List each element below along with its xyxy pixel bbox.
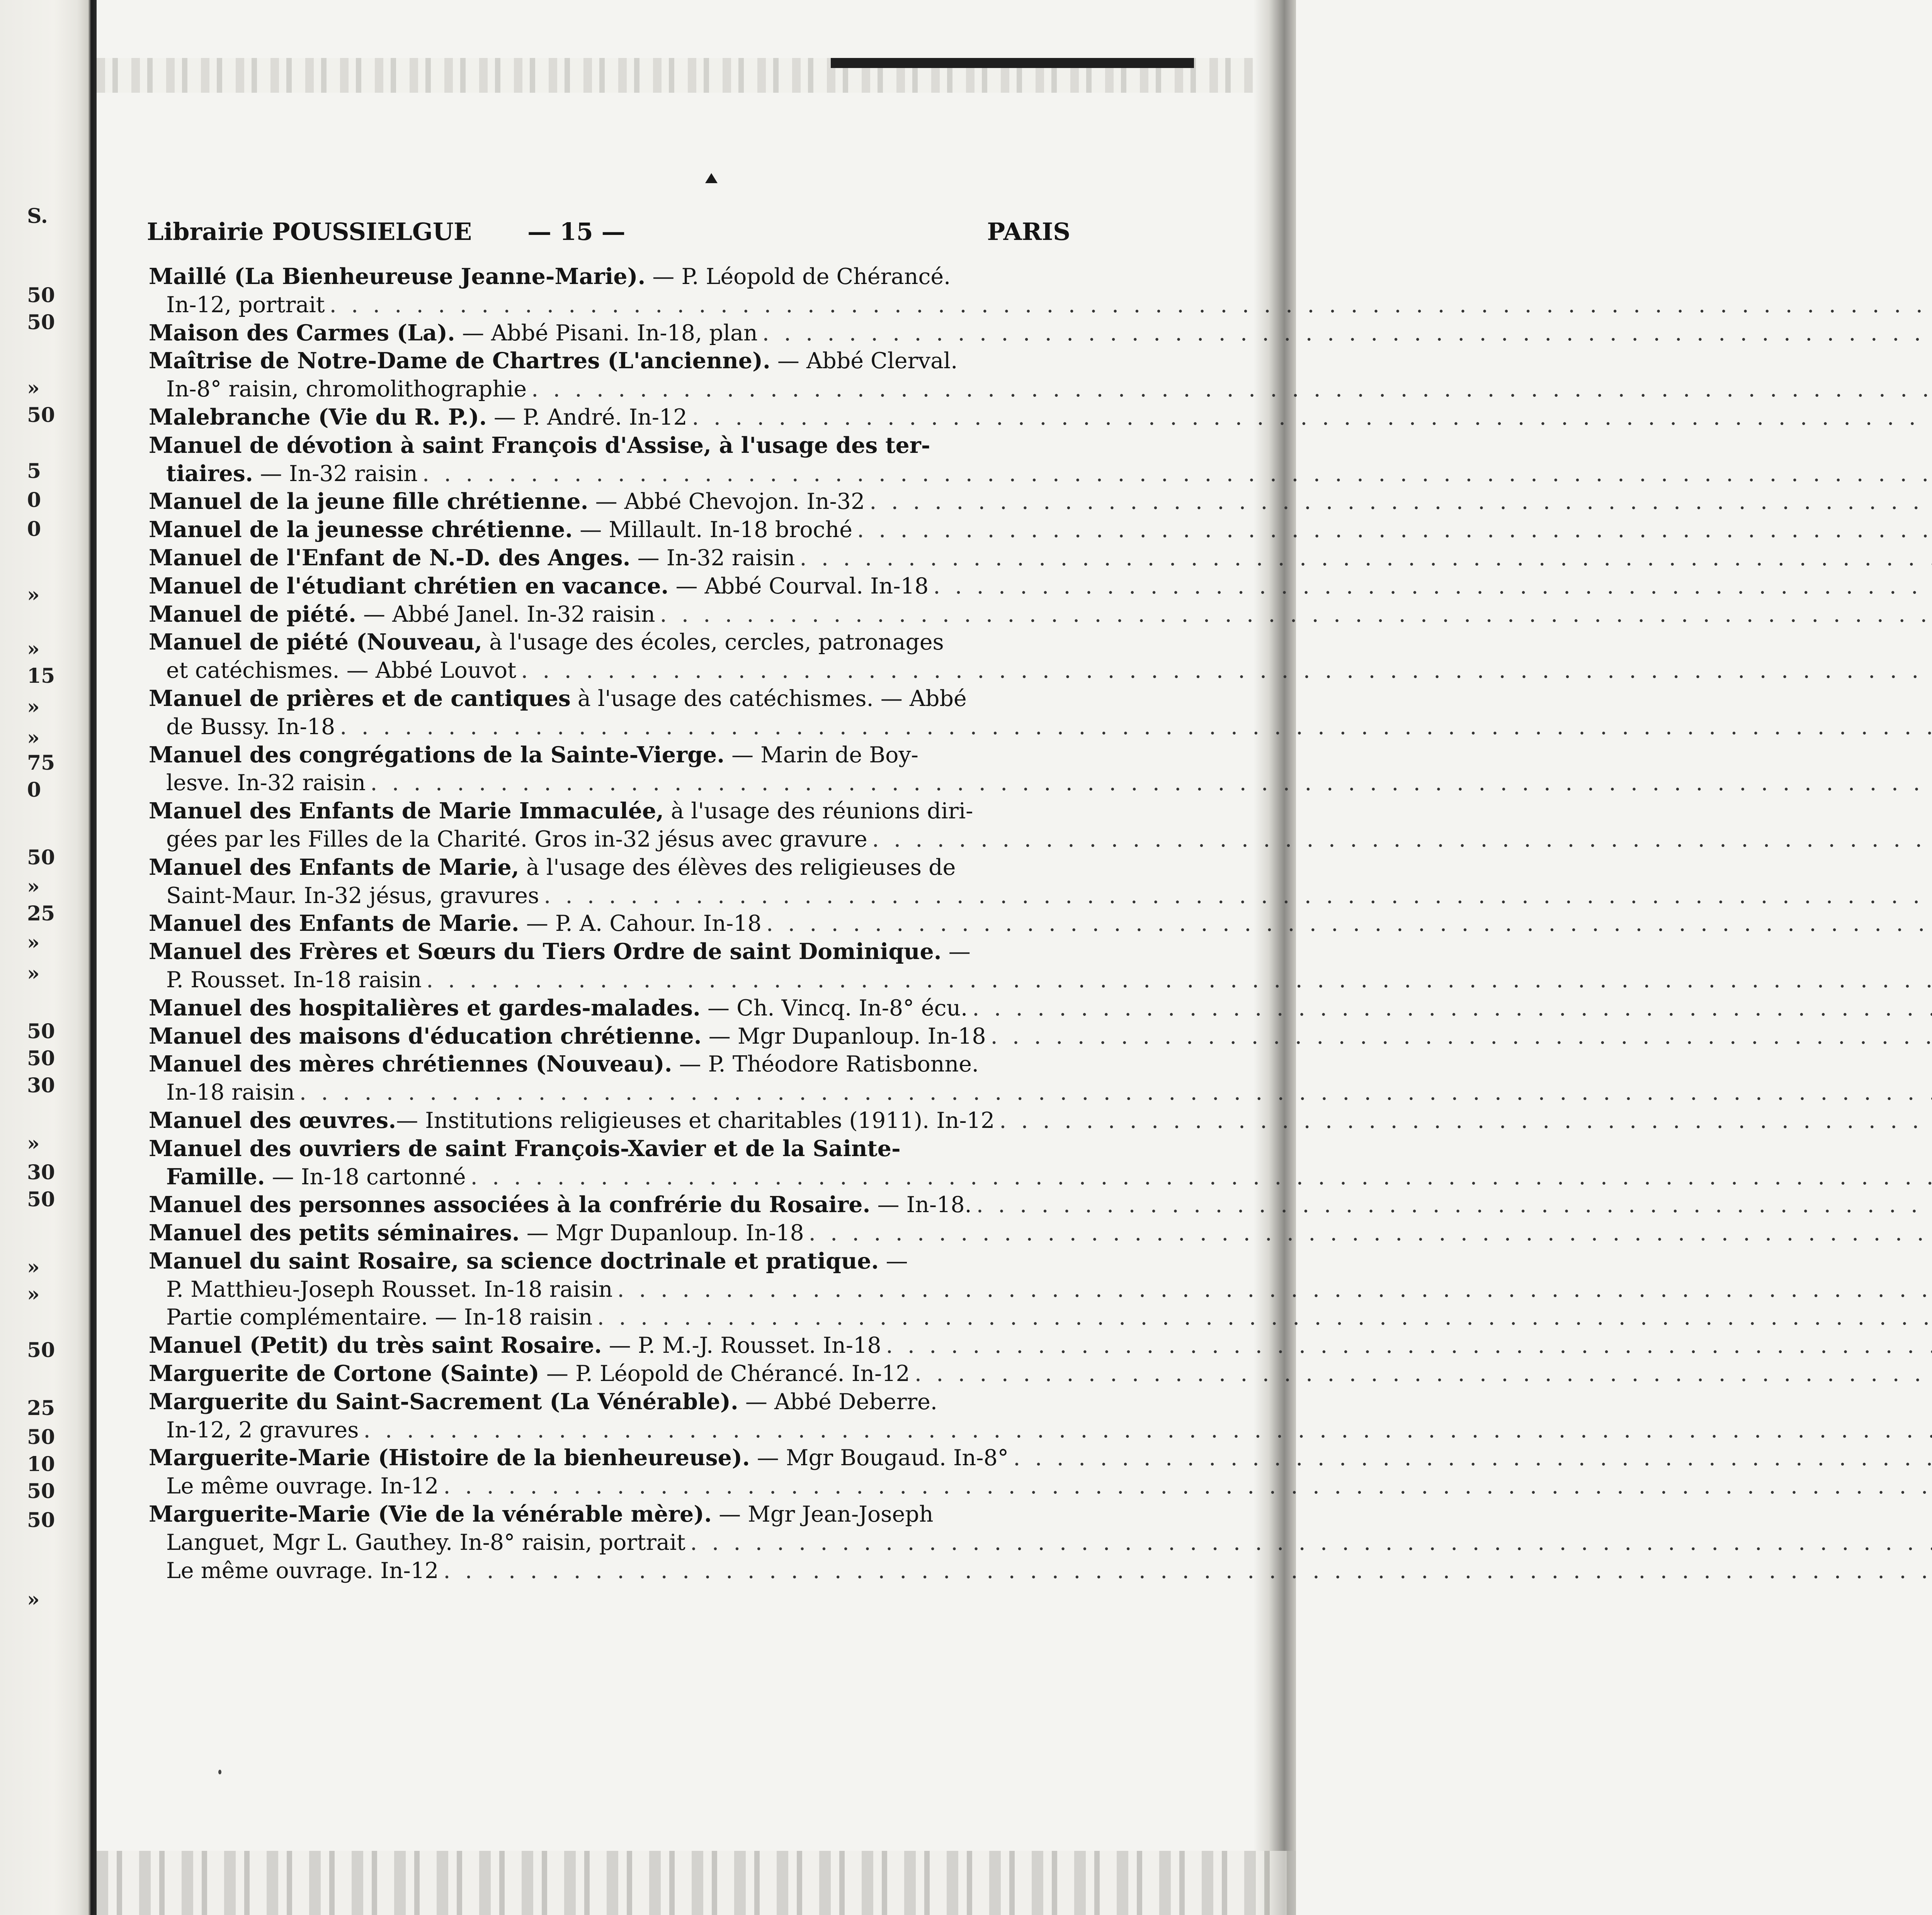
entry-details: Le même ouvrage. In-12 bbox=[166, 1473, 439, 1499]
margin-fragment: 50 bbox=[27, 403, 55, 427]
dot-leader bbox=[299, 1078, 1932, 1107]
catalog-line bbox=[149, 1472, 1070, 1500]
dot-leader bbox=[660, 600, 1932, 629]
entry-details: — Marin de Boy- bbox=[724, 742, 918, 768]
margin-fragment: 50 bbox=[27, 1047, 55, 1070]
entry-details: In-12, portrait bbox=[166, 292, 325, 318]
dot-leader bbox=[800, 544, 1932, 572]
catalog-line bbox=[149, 572, 1070, 600]
catalog-line bbox=[149, 825, 1070, 854]
catalog-line bbox=[149, 319, 1070, 347]
dot-leader bbox=[330, 291, 1932, 319]
entry-text bbox=[149, 263, 951, 291]
margin-fragment: 50 bbox=[27, 846, 55, 869]
dot-leader bbox=[972, 994, 1932, 1022]
entry-title: Marguerite du Saint-Sacrement (La Vénérable). bbox=[149, 1388, 738, 1415]
catalog-line bbox=[149, 1191, 1070, 1219]
margin-fragment: 75 bbox=[27, 751, 55, 775]
entry-text bbox=[149, 1022, 986, 1051]
margin-fragment: » bbox=[27, 1255, 40, 1279]
entry-details: — P. André. In-12 bbox=[486, 404, 687, 430]
margin-fragment: » bbox=[27, 637, 40, 661]
entry-details: — Abbé Pisani. In-18, plan bbox=[455, 320, 758, 346]
scan-noise-bottom bbox=[97, 1851, 1296, 1915]
catalog-line bbox=[149, 1247, 1070, 1276]
catalog-line bbox=[149, 910, 1070, 938]
entry-title: Manuel des Enfants de Marie. bbox=[149, 910, 519, 937]
entry-details: — In-32 raisin bbox=[630, 545, 795, 571]
entry-title: Manuel de l'étudiant chrétien en vacance. bbox=[149, 573, 669, 599]
entry-text bbox=[149, 347, 957, 375]
margin-fragment: » bbox=[27, 726, 40, 750]
entry-title: Manuel des personnes associées à la confrérie du Rosaire. bbox=[149, 1192, 871, 1218]
entry-text bbox=[149, 600, 655, 629]
catalog-line bbox=[149, 1078, 1070, 1107]
header-publisher: Librairie POUSSIELGUE bbox=[147, 218, 472, 246]
margin-fragment: 10 bbox=[27, 1452, 55, 1476]
entry-text bbox=[149, 1360, 910, 1388]
entry-details: — bbox=[941, 939, 971, 965]
entry-title: Manuel des Enfants de Marie Immaculée, bbox=[149, 798, 664, 824]
entry-title: Marguerite de Cortone (Sainte) bbox=[149, 1361, 539, 1387]
entry-text bbox=[166, 1529, 685, 1557]
entry-text bbox=[149, 1500, 933, 1529]
catalog-line bbox=[149, 291, 1070, 319]
catalog-line bbox=[149, 685, 1070, 713]
entry-title: Manuel de piété (Nouveau, bbox=[149, 629, 482, 655]
dot-leader bbox=[443, 1472, 1932, 1500]
dot-leader bbox=[999, 1107, 1932, 1135]
catalog-line bbox=[149, 432, 1070, 460]
entry-text bbox=[166, 1557, 439, 1585]
entry-text bbox=[166, 375, 527, 403]
dot-leader bbox=[617, 1276, 1932, 1304]
scan-bar-top bbox=[831, 58, 1194, 68]
page-number: — 15 — bbox=[527, 218, 626, 246]
catalog-line bbox=[149, 403, 1070, 432]
entry-details: — Mgr Jean-Joseph bbox=[712, 1502, 934, 1527]
margin-fragment: 50 bbox=[27, 284, 55, 307]
margin-fragment: 25 bbox=[27, 1396, 55, 1420]
entry-text bbox=[149, 432, 930, 460]
entry-text bbox=[149, 797, 973, 825]
entry-title: Maison des Carmes (La). bbox=[149, 320, 455, 346]
margin-fragment: 5 bbox=[27, 459, 41, 483]
entry-text bbox=[166, 1276, 612, 1304]
entry-text bbox=[149, 516, 852, 544]
dot-leader bbox=[1013, 1444, 1932, 1472]
dot-leader bbox=[521, 656, 1932, 685]
entry-text bbox=[149, 1107, 995, 1135]
entry-text bbox=[149, 1219, 804, 1247]
entry-title: Manuel de l'Enfant de N.-D. des Anges. bbox=[149, 544, 631, 571]
entry-text bbox=[166, 656, 516, 685]
entry-text bbox=[149, 572, 929, 600]
margin-fragment: 15 bbox=[27, 664, 55, 688]
dot-leader bbox=[857, 516, 1932, 544]
catalog-line bbox=[149, 1332, 1070, 1360]
entry-details: lesve. In-32 raisin bbox=[166, 770, 366, 796]
margin-fragment: 50 bbox=[27, 1480, 55, 1503]
margin-fragment: 25 bbox=[27, 902, 55, 925]
stray-mark bbox=[218, 1770, 221, 1774]
margin-fragment: » bbox=[27, 695, 40, 719]
catalog-line bbox=[149, 938, 1070, 966]
entry-title: Manuel des Frères et Sœurs du Tiers Ordre de saint Dominique. bbox=[149, 939, 942, 965]
entry-title: Manuel du saint Rosaire, sa science doctrinale et pratique. bbox=[149, 1248, 879, 1274]
entry-text bbox=[149, 741, 918, 769]
entry-title: Malebranche (Vie du R. P.). bbox=[149, 404, 487, 430]
margin-fragment: S. bbox=[27, 204, 48, 228]
header-city: PARIS bbox=[987, 218, 1070, 246]
entry-details: Partie complémentaire. — In-18 raisin bbox=[166, 1304, 593, 1330]
entry-title: Manuel des Enfants de Marie, bbox=[149, 854, 519, 880]
entry-title: Maîtrise de Notre-Dame de Chartres (L'ancienne). bbox=[149, 348, 770, 374]
entry-title: Manuel des mères chrétiennes (Nouveau). bbox=[149, 1051, 672, 1077]
margin-fragment: » bbox=[27, 1282, 40, 1306]
catalog-line bbox=[149, 600, 1070, 629]
entry-text bbox=[149, 994, 968, 1022]
entry-title: Manuel de piété. bbox=[149, 601, 356, 627]
entry-details: à l'usage des élèves des religieuses de bbox=[519, 854, 956, 880]
scan-edge-right bbox=[1253, 0, 1296, 1915]
margin-fragment: 30 bbox=[27, 1161, 55, 1184]
entry-details: — Ch. Vincq. In-8° écu. bbox=[700, 995, 968, 1021]
catalog-line bbox=[149, 1135, 1070, 1163]
entry-text bbox=[149, 628, 944, 656]
entry-details: à l'usage des réunions diri- bbox=[663, 798, 973, 824]
entry-title: Manuel de prières et de cantiques bbox=[149, 685, 571, 711]
catalog-line bbox=[149, 263, 1070, 291]
catalog-line bbox=[149, 544, 1070, 572]
catalog-line bbox=[149, 1388, 1070, 1416]
entry-title: Manuel de la jeunesse chrétienne. bbox=[149, 517, 573, 543]
margin-fragment: 50 bbox=[27, 1425, 55, 1449]
catalog-line bbox=[149, 1163, 1070, 1191]
margin-fragment: » bbox=[27, 931, 40, 954]
margin-fragment: 30 bbox=[27, 1074, 55, 1097]
entry-text bbox=[166, 825, 867, 854]
entry-details: — P. Léopold de Chérancé. In-12 bbox=[539, 1361, 910, 1387]
entry-text bbox=[149, 544, 795, 572]
dot-leader bbox=[766, 910, 1932, 938]
entry-title: Manuel des hospitalières et gardes-malades. bbox=[149, 995, 701, 1021]
dot-leader bbox=[443, 1557, 1932, 1585]
dot-leader bbox=[426, 966, 1932, 994]
entry-details: Le même ouvrage. In-12 bbox=[166, 1558, 439, 1583]
entry-title: Manuel des petits séminaires. bbox=[149, 1220, 520, 1246]
dot-leader bbox=[690, 1529, 1932, 1557]
catalog-line bbox=[149, 1303, 1070, 1332]
entry-details: — Mgr Dupanloup. In-18 bbox=[701, 1023, 986, 1049]
catalog-line bbox=[149, 1219, 1070, 1247]
entry-text bbox=[166, 1163, 466, 1191]
entry-text bbox=[166, 1303, 592, 1332]
catalog-line bbox=[149, 1529, 1070, 1557]
catalog-line bbox=[149, 516, 1070, 544]
dot-leader bbox=[544, 882, 1932, 910]
entry-details: de Bussy. In-18 bbox=[166, 714, 335, 740]
entry-text bbox=[149, 854, 956, 882]
margin-fragment: 0 bbox=[27, 517, 41, 541]
dot-leader bbox=[872, 825, 1932, 854]
margin-fragment: 0 bbox=[27, 778, 41, 802]
entry-title: Marguerite-Marie (Vie de la vénérable mère). bbox=[149, 1501, 712, 1527]
entry-details: — Abbé Courval. In-18 bbox=[668, 573, 929, 599]
dot-leader bbox=[869, 488, 1932, 516]
entry-title: Manuel (Petit) du très saint Rosaire. bbox=[149, 1332, 602, 1359]
catalog-line bbox=[149, 460, 1070, 488]
catalog-line bbox=[149, 1360, 1070, 1388]
entry-text bbox=[166, 291, 325, 319]
catalog-line bbox=[149, 347, 1070, 375]
margin-fragment: » bbox=[27, 376, 40, 400]
catalog-line bbox=[149, 797, 1070, 825]
entry-details: — Mgr Dupanloup. In-18 bbox=[519, 1220, 804, 1246]
dot-leader bbox=[886, 1332, 1932, 1360]
entry-details: In-12, 2 gravures bbox=[166, 1417, 359, 1443]
catalog-line bbox=[149, 1276, 1070, 1304]
entry-details: — P. A. Cahour. In-18 bbox=[519, 911, 762, 937]
entry-details: Saint-Maur. In-32 jésus, gravures bbox=[166, 883, 539, 908]
catalog-line bbox=[149, 1107, 1070, 1135]
margin-fragment: » bbox=[27, 1132, 40, 1155]
entry-title: Manuel de dévotion à saint François d'Assise, à l'usage des ter- bbox=[149, 432, 930, 458]
catalog-line bbox=[149, 769, 1070, 797]
entry-text bbox=[149, 1191, 972, 1219]
margin-fragment: 50 bbox=[27, 311, 55, 334]
catalog-line bbox=[149, 375, 1070, 403]
entry-details: In-8° raisin, chromolithographie bbox=[166, 376, 527, 402]
dot-leader bbox=[933, 572, 1932, 600]
entry-details: — In-32 raisin bbox=[253, 461, 418, 486]
dot-leader bbox=[340, 713, 1932, 741]
entry-title: Manuel des ouvriers de saint François-Xavier et de la Sainte- bbox=[149, 1135, 901, 1162]
caret-mark-icon bbox=[705, 173, 718, 183]
entry-text bbox=[166, 769, 366, 797]
catalog-line bbox=[149, 966, 1070, 994]
dot-leader bbox=[370, 769, 1932, 797]
entry-text bbox=[149, 1050, 979, 1078]
entry-text bbox=[149, 1332, 881, 1360]
margin-fragment: 50 bbox=[27, 1188, 55, 1211]
catalog-line bbox=[149, 628, 1070, 656]
catalog-line bbox=[149, 1500, 1070, 1529]
entry-title: tiaires. bbox=[166, 460, 253, 486]
entry-title: Marguerite-Marie (Histoire de la bienheureuse). bbox=[149, 1445, 750, 1471]
entry-text bbox=[149, 1444, 1009, 1472]
entry-details: — Abbé Chevojon. In-32 bbox=[588, 489, 865, 515]
entry-text bbox=[149, 488, 865, 516]
dot-leader bbox=[915, 1360, 1932, 1388]
entry-text bbox=[166, 1078, 295, 1107]
entry-text bbox=[149, 319, 758, 347]
dot-leader bbox=[364, 1416, 1932, 1444]
entry-title: Famille. bbox=[166, 1163, 265, 1190]
dot-leader bbox=[597, 1303, 1932, 1332]
entry-title: Manuel de la jeune fille chrétienne. bbox=[149, 488, 588, 515]
catalog-line bbox=[149, 488, 1070, 516]
entry-details: à l'usage des catéchismes. — Abbé bbox=[570, 685, 967, 711]
entry-details: — P. M.-J. Rousset. In-18 bbox=[602, 1333, 881, 1359]
entry-text bbox=[149, 685, 967, 713]
entry-title: Manuel des congrégations de la Sainte-Vierge. bbox=[149, 742, 725, 768]
entry-text bbox=[166, 460, 418, 488]
entry-details: P. Matthieu-Joseph Rousset. In-18 raisin bbox=[166, 1276, 613, 1302]
margin-fragment: » bbox=[27, 1588, 40, 1611]
dot-leader bbox=[991, 1022, 1932, 1051]
catalog-line bbox=[149, 1444, 1070, 1472]
catalog-line bbox=[149, 1022, 1070, 1051]
catalog-line bbox=[149, 994, 1070, 1022]
margin-fragment: 50 bbox=[27, 1509, 55, 1532]
catalog-line bbox=[149, 713, 1070, 741]
entry-details: à l'usage des écoles, cercles, patronages bbox=[482, 629, 944, 655]
catalog-line bbox=[149, 656, 1070, 685]
entry-details: gées par les Filles de la Charité. Gros in-32 jésus avec gravure bbox=[166, 826, 867, 852]
entry-details: — In-18. bbox=[870, 1192, 972, 1218]
catalog-line bbox=[149, 882, 1070, 910]
catalog-line bbox=[149, 741, 1070, 769]
entry-text bbox=[166, 882, 539, 910]
catalog-line bbox=[149, 854, 1070, 882]
entry-details: Languet, Mgr L. Gauthey. In-8° raisin, portrait bbox=[166, 1529, 685, 1555]
margin-fragment: » bbox=[27, 875, 40, 898]
entry-text bbox=[166, 1472, 439, 1500]
catalog-entries bbox=[149, 263, 1070, 1585]
entry-text bbox=[166, 1416, 359, 1444]
entry-text bbox=[166, 966, 422, 994]
previous-page-margin bbox=[0, 0, 93, 1915]
dot-leader bbox=[692, 403, 1932, 432]
entry-details: — Institutions religieuses et charitables (1911). In-12 bbox=[396, 1107, 995, 1133]
dot-leader bbox=[422, 460, 1932, 488]
entry-details: In-18 raisin bbox=[166, 1080, 295, 1105]
dot-leader bbox=[976, 1191, 1932, 1219]
entry-title: Maillé (La Bienheureuse Jeanne-Marie). bbox=[149, 264, 646, 289]
entry-text bbox=[149, 403, 687, 432]
entry-details: — Abbé Clerval. bbox=[770, 348, 958, 374]
entry-details: — Mgr Bougaud. In-8° bbox=[750, 1445, 1009, 1471]
margin-fragment: » bbox=[27, 583, 40, 607]
entry-title: Manuel des maisons d'éducation chrétienne. bbox=[149, 1023, 702, 1049]
entry-details: — Millault. In-18 broché bbox=[573, 517, 853, 543]
entry-text bbox=[149, 910, 762, 938]
margin-fragment: » bbox=[27, 962, 40, 985]
entry-details: — Abbé Janel. In-32 raisin bbox=[356, 601, 655, 627]
entry-text bbox=[149, 1247, 908, 1276]
margin-fragment: 50 bbox=[27, 1338, 55, 1362]
entry-details: — P. Léopold de Chérancé. bbox=[645, 264, 951, 289]
entry-details: P. Rousset. In-18 raisin bbox=[166, 967, 422, 993]
margin-fragment: 0 bbox=[27, 488, 41, 512]
margin-fragment: 50 bbox=[27, 1020, 55, 1043]
dot-leader bbox=[809, 1219, 1932, 1247]
catalog-line bbox=[149, 1050, 1070, 1078]
entry-title: Manuel des œuvres. bbox=[149, 1107, 396, 1133]
page-header bbox=[147, 216, 1070, 251]
entry-details: — bbox=[879, 1248, 908, 1274]
entry-details: — Abbé Deberre. bbox=[738, 1389, 937, 1415]
catalog-line bbox=[149, 1557, 1070, 1585]
entry-text bbox=[166, 713, 335, 741]
entry-text bbox=[149, 1388, 937, 1416]
catalog-line bbox=[149, 1416, 1070, 1444]
entry-text bbox=[149, 1135, 901, 1163]
dot-leader bbox=[471, 1163, 1932, 1191]
entry-details: — P. Théodore Ratisbonne. bbox=[672, 1051, 979, 1077]
entry-text bbox=[149, 938, 971, 966]
entry-details: — In-18 cartonné bbox=[265, 1164, 466, 1190]
entry-details: et catéchismes. — Abbé Louvot bbox=[166, 658, 517, 684]
dot-leader bbox=[762, 319, 1932, 347]
dot-leader bbox=[531, 375, 1932, 403]
